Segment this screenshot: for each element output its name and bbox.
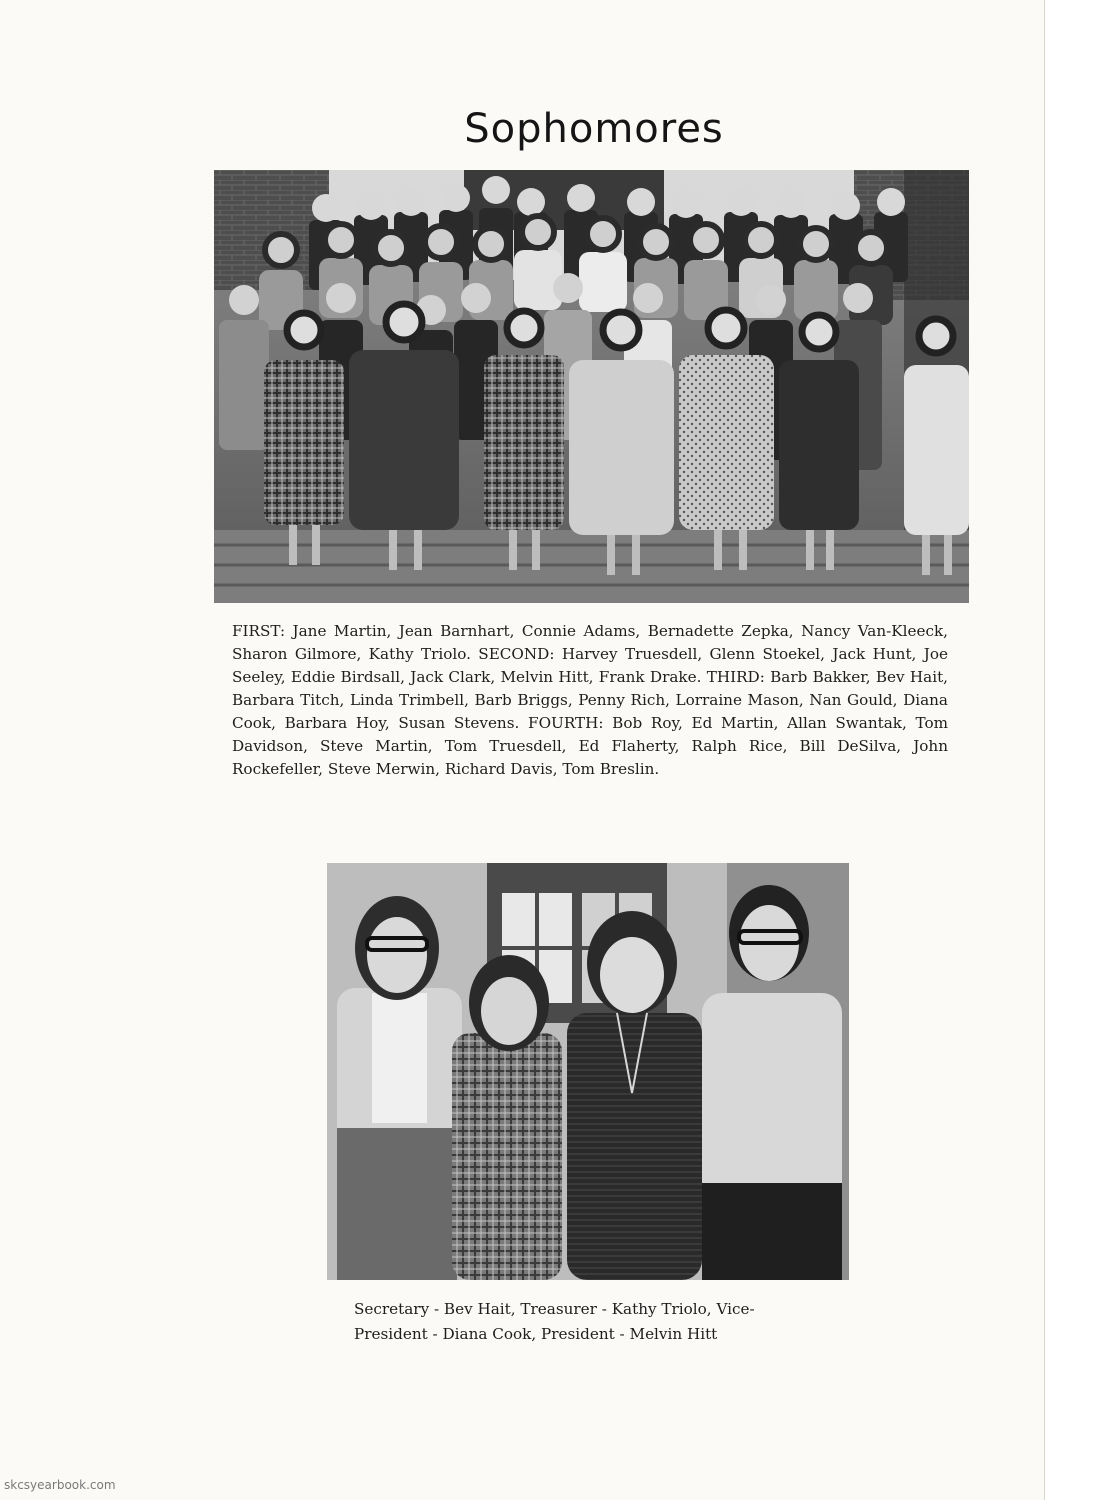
class-group-photo: [214, 170, 969, 603]
class-officers-photo-image: [327, 863, 849, 1280]
site-watermark: skcsyearbook.com: [4, 1478, 116, 1492]
page-title: Sophomores: [464, 106, 724, 152]
officers-photo-caption: Secretary - Bev Hait, Treasurer - Kathy Triolo, Vice-President - Diana Cook, President - Melvin Hitt: [354, 1300, 755, 1343]
class-group-photo-image: [214, 170, 969, 603]
group-photo-caption: FIRST: Jane Martin, Jean Barnhart, Connie Adams, Bernadette Zepka, Nancy Van-Kleeck, Sharon Gilmore, Kathy Triolo. SECOND: Harvey Truesdell, Glenn Stoekel, Jack Hunt, Joe Seeley, Eddie Birdsall, Jack Clark, Melvin Hitt, Frank Drake. THIRD: Barb Bakker, Bev Hait, Barbara Titch, Linda Trimbell, Barb Briggs, Penny Rich, Lorraine Mason, Nan Gould, Diana Cook, Barbara Hoy, Susan Stevens. FOURTH: Bob Roy, Ed Martin, Allan Swantak, Tom Davidson, Steve Martin, Tom Truesdell, Ed Flaherty, Ralph Rice, Bill DeSilva, John Rockefeller, Steve Merwin, Richard Davis, Tom Breslin.: [232, 622, 948, 778]
class-officers-photo: [327, 863, 849, 1280]
